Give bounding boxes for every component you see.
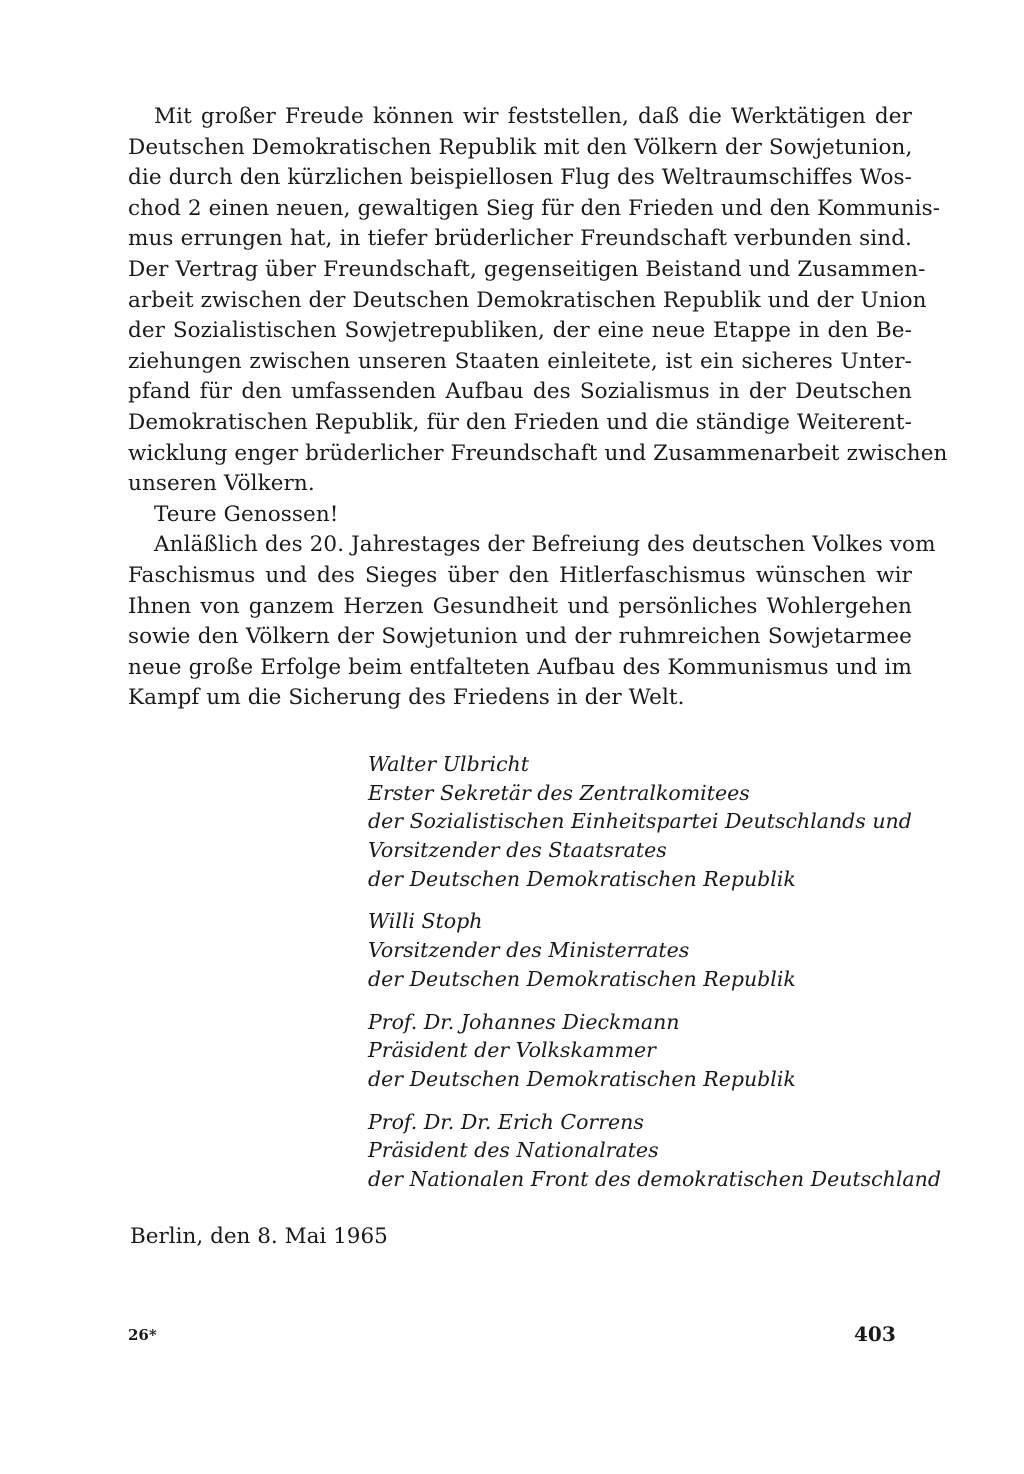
body-line: die durch den kürzlichen beispiellosen Flug des Weltraumschiffes Wos- (128, 165, 912, 191)
body-line: neue große Erfolge beim entfalteten Aufbau des Kommunismus und im (128, 654, 912, 680)
body-line: der Sozialistischen Sowjetrepubliken, der eine neue Etappe in den Be- (128, 318, 912, 344)
signature-ulbricht (368, 750, 928, 893)
signatory-title: Erster Sekretär des Zentralkomitees (368, 780, 750, 805)
body-line: Mit großer Freude können wir feststellen, daß die Werktätigen der (154, 104, 912, 129)
signature-stoph (368, 907, 928, 993)
body-line: Deutschen Demokratischen Republik mit den Völkern der Sowjetunion, (128, 134, 913, 160)
page-number: 403 (854, 1322, 896, 1346)
signatory-title: der Nationalen Front des demokratischen Deutschland (368, 1166, 941, 1191)
signatory-title: der Deutschen Demokratischen Republik (368, 1066, 796, 1091)
signatory-title: der Deutschen Demokratischen Republik (368, 966, 796, 991)
body-line: Ihnen von ganzem Herzen Gesundheit und persönliches Wohlergehen (128, 593, 912, 619)
signatory-name: Prof. Dr. Johannes Dieckmann (368, 1009, 680, 1034)
salutation: Teure Genossen! (154, 501, 339, 527)
signature-mark: 26* (128, 1326, 157, 1344)
signatory-title: der Sozialistischen Einheitspartei Deutschlands und (368, 809, 912, 834)
body-line: Demokratischen Republik, für den Frieden und die ständige Weiterent- (128, 409, 912, 435)
body-line: Kampf um die Sicherung des Friedens in der Welt. (128, 685, 685, 711)
body-line: Anläßlich des 20. Jahrestages der Befreiung des deutschen Volkes vom (154, 532, 936, 558)
signature-block (368, 750, 941, 1208)
signature-dieckmann (368, 1008, 928, 1094)
signatory-title: Vorsitzender des Ministerrates (368, 938, 690, 963)
body-line: ziehungen zwischen unseren Staaten einleitete, ist ein sicheres Unter- (128, 348, 912, 374)
signatory-title: Präsident der Volkskammer (368, 1038, 656, 1063)
signatory-name: Willi Stoph (368, 909, 483, 934)
place-date-line: Berlin, den 8. Mai 1965 (130, 1224, 388, 1249)
body-line: sowie den Völkern der Sowjetunion und der ruhmreichen Sowjetarmee (128, 624, 912, 650)
signature-correns (368, 1108, 941, 1194)
signatory-name: Prof. Dr. Dr. Erich Correns (368, 1109, 644, 1134)
signatory-title: Vorsitzender des Staatsrates (368, 838, 667, 863)
body-line: mus errungen hat, in tiefer brüderlicher Freundschaft verbunden sind. (128, 226, 912, 252)
body-line: Der Vertrag über Freundschaft, gegenseitigen Beistand und Zusammen- (128, 256, 926, 282)
letter-body (128, 102, 948, 714)
body-line: pfand für den umfassenden Aufbau des Sozialismus in der Deutschen (128, 379, 912, 405)
body-line: unseren Völkern. (128, 471, 315, 497)
body-line: arbeit zwischen der Deutschen Demokratischen Republik und der Union (128, 287, 927, 313)
body-line: wicklung enger brüderlicher Freundschaft und Zusammenarbeit zwischen (128, 440, 948, 466)
body-line: chod 2 einen neuen, gewaltigen Sieg für den Frieden und den Kommunis- (128, 195, 941, 221)
signatory-title: der Deutschen Demokratischen Republik (368, 866, 796, 891)
signatory-name: Walter Ulbricht (368, 752, 529, 776)
signatory-title: Präsident des Nationalrates (368, 1138, 659, 1163)
body-line: Faschismus und des Sieges über den Hitlerfaschismus wünschen wir (128, 562, 912, 588)
